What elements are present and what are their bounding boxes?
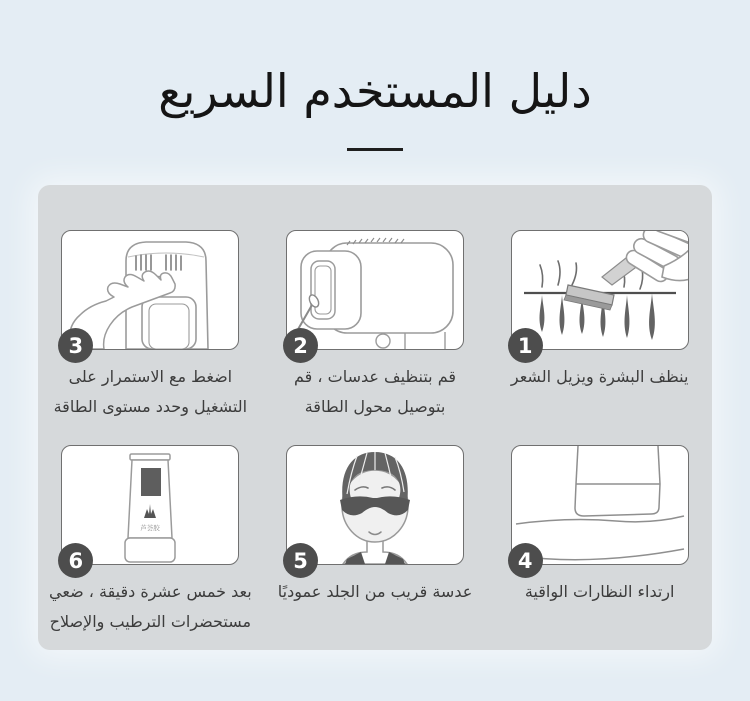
caption-line: بتوصيل محول الطاقة [304, 397, 446, 416]
razor-shaving-skin-icon [512, 231, 688, 349]
step-2-illustration-card [286, 230, 464, 358]
hand-pressing-power-button-icon [62, 231, 238, 349]
step-1-caption [488, 362, 712, 392]
caption-line: اضغط مع الاستمرار على [68, 367, 233, 386]
step-1 [487, 230, 712, 445]
device-flat-on-skin-icon [512, 446, 688, 564]
step-number-badge [508, 543, 543, 578]
caption-line: التشغيل وحدد مستوى الطاقة [53, 397, 248, 416]
step-4 [487, 445, 712, 647]
step-6-caption [38, 577, 262, 637]
step-number-badge [58, 543, 93, 578]
caption-line: ينظف البشرة ويزيل الشعر [510, 367, 689, 386]
caption-line: عدسة قريب من الجلد عموديًا [277, 582, 473, 601]
step-4-illustration-card [511, 445, 689, 573]
step-3 [38, 230, 263, 445]
step-number-badge [58, 328, 93, 363]
step-3-caption [38, 362, 262, 422]
page-title: دليل المستخدم السريع [158, 64, 592, 118]
title-underline [347, 148, 403, 151]
step-4-caption [488, 577, 712, 607]
step-6-illustration-card [61, 445, 239, 573]
step-number: 2 [293, 333, 308, 358]
step-1-illustration-card [511, 230, 689, 358]
step-5-illustration-card [286, 445, 464, 573]
step-number: 4 [517, 548, 533, 573]
step-number-badge [283, 328, 318, 363]
step-number: 3 [68, 333, 84, 358]
step-3-illustration-card [61, 230, 239, 358]
tube-label-text: 芦荟胶 [140, 524, 161, 532]
caption-line: مستحضرات الترطيب والإصلاح [49, 612, 252, 631]
step-number: 5 [293, 548, 308, 573]
caption-line: ارتداء النظارات الواقية [524, 582, 675, 601]
steps-panel [38, 185, 712, 650]
step-number: 6 [68, 548, 84, 573]
step-6 [38, 445, 263, 647]
step-5-caption [263, 577, 487, 607]
step-number: 1 [517, 333, 533, 358]
face-wearing-goggles-icon [287, 446, 463, 564]
header [0, 0, 750, 151]
step-number-badge [283, 543, 318, 578]
device-lens-cleaning-icon [287, 231, 463, 349]
caption-line: قم بتنظيف عدسات ، قم [294, 367, 457, 386]
step-5 [263, 445, 488, 647]
step-2 [263, 230, 488, 445]
step-2-caption [263, 362, 487, 422]
aloe-gel-tube-icon [62, 446, 238, 564]
caption-line: بعد خمس عشرة دقيقة ، ضعي [49, 582, 252, 601]
step-number-badge [508, 328, 543, 363]
